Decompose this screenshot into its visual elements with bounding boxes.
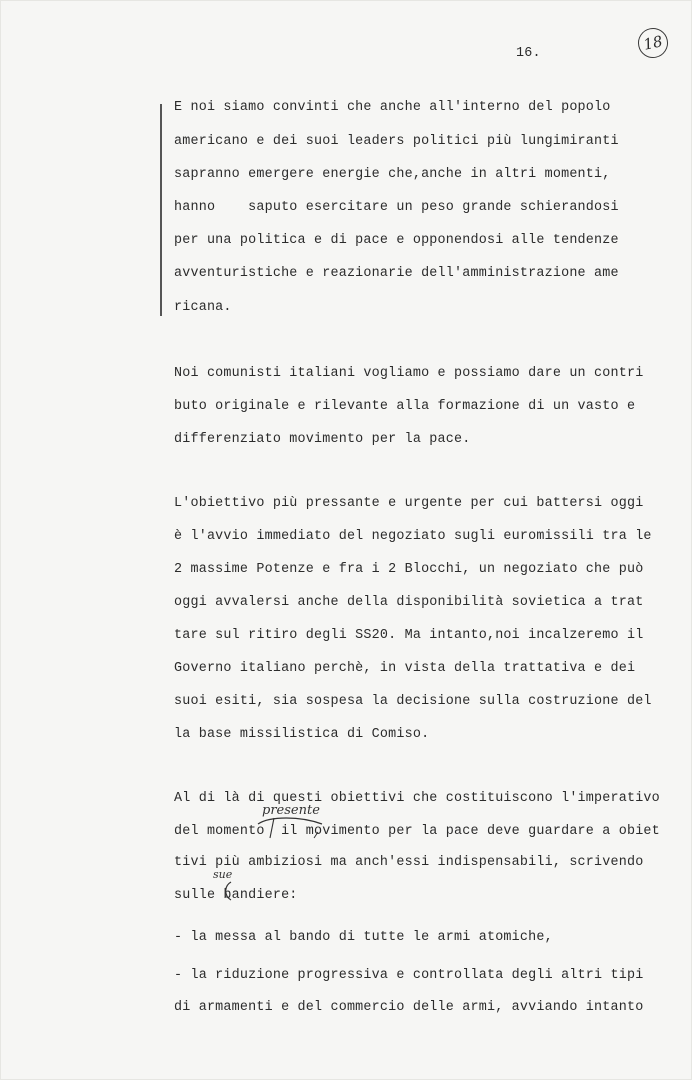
text-line: hanno saputo esercitare un peso grande schierandosi xyxy=(174,200,619,215)
text-line: per una politica e di pace e opponendosi alle tendenze xyxy=(174,233,619,248)
page-number: 16. xyxy=(516,46,541,61)
text-line: americano e dei suoi leaders politici più lungimiranti xyxy=(174,134,619,149)
insert-bracket-mark xyxy=(226,882,231,900)
text-line: sulle bandiere: xyxy=(174,888,298,903)
text-line: differenziato movimento per la pace. xyxy=(174,432,471,447)
text-line: Noi comunisti italiani vogliamo e possiamo dare un contri xyxy=(174,366,644,381)
text-line: sapranno emergere energie che,anche in altri momenti, xyxy=(174,167,611,182)
comma-mark xyxy=(314,832,318,838)
list-item: di armamenti e del commercio delle armi, avviando intanto xyxy=(174,1000,644,1015)
text-line: tivi più ambiziosi ma anch'essi indispensabili, scrivendo xyxy=(174,855,644,870)
list-item: - la messa al bando di tutte le armi atomiche, xyxy=(174,930,553,945)
text-line: avventuristiche e reazionarie dell'amministrazione ame xyxy=(174,266,619,281)
insert-bracket-mark xyxy=(258,818,322,824)
text-line: E noi siamo convinti che anche all'interno del popolo xyxy=(174,100,611,115)
text-line: 2 massime Potenze e fra i 2 Blocchi, un negoziato che può xyxy=(174,562,644,577)
circled-page-stamp: 18 xyxy=(635,25,671,61)
text-line: suoi esiti, sia sospesa la decisione sulla costruzione del xyxy=(174,694,652,709)
text-line: Governo italiano perchè, in vista della trattativa e dei xyxy=(174,661,636,676)
text-line: tare sul ritiro degli SS20. Ma intanto,noi incalzeremo il xyxy=(174,628,644,643)
text-line: la base missilistica di Comiso. xyxy=(174,727,430,742)
caret-mark xyxy=(270,818,274,838)
text-line: oggi avvalersi anche della disponibilità sovietica a trat xyxy=(174,595,644,610)
text-line: è l'avvio immediato del negoziato sugli euromissili tra le xyxy=(174,529,652,544)
list-item: - la riduzione progressiva e controllata degli altri tipi xyxy=(174,968,644,983)
text-line: buto originale e rilevante alla formazione di un vasto e xyxy=(174,399,636,414)
text-line: Al di là di questi obiettivi che costituiscono l'imperativo xyxy=(174,791,660,806)
handwritten-insert: presente xyxy=(262,803,320,818)
handwritten-insert: sue xyxy=(213,868,233,881)
text-line: ricana. xyxy=(174,300,232,315)
text-line: del momento il movimento per la pace deve guardare a obiet xyxy=(174,824,660,839)
text-line: L'obiettivo più pressante e urgente per cui battersi oggi xyxy=(174,496,644,511)
